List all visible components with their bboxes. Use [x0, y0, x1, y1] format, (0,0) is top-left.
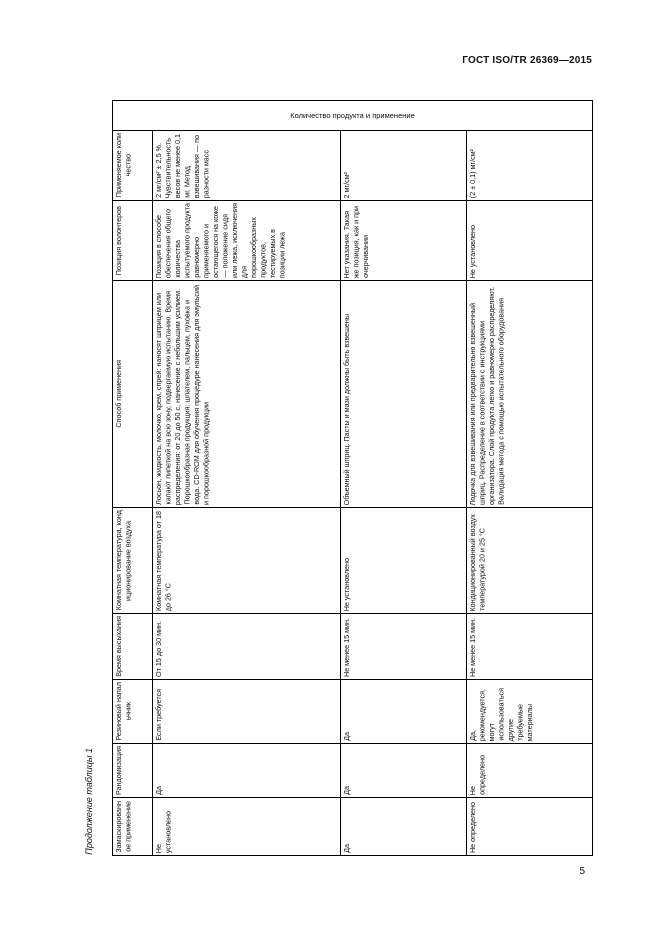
table-section-header: Количество продукта и применение — [113, 101, 593, 131]
page-number: 5 — [579, 866, 585, 877]
row-label-room-temperature: Комнатная температура, кондиционирование воздуха — [113, 508, 153, 614]
document-header: ГОСТ ISO/TR 26369—2015 — [462, 55, 592, 66]
cell-drying-fda: Не менее 15 мин. — [341, 614, 467, 680]
row-label-volunteer-position: Позиция волонтеров — [113, 201, 153, 281]
cell-application-international: Лосьон, жидкость, молочко, крем, спрей: наносят шприцем или капают пипеткой на всю зону, подвергаемую испытанию. Время распределения: от 20 до 50 с, нанесение с небольшим усилием. Порошкообразная продукция: шпателем, пальцем, пуховка и вода. CD-ROM для обучения процедуре нанесения для эмульсий и порошкообразной продукции — [153, 281, 341, 508]
rotated-table — [112, 100, 593, 856]
cell-randomization-fda: Да — [341, 744, 467, 798]
cell-fingerstall-australian: Да, рекомендуется, могут использоваться другие требуемые материалы — [467, 680, 593, 744]
row-label-application-method: Способ применения — [113, 281, 153, 508]
cell-position-international: Позиция в способе обеспечения общего количества испытуемого продукта равномерно применяемого и остающегося на коже — положение сидя или лежа, исключения для порошкообразных продуктов, тестируемых в позиции лежа — [153, 201, 341, 281]
row-label-rubber-fingerstall: Резиновый напальчник — [113, 680, 153, 744]
cell-temperature-australian: Кондиционированный воздух температурой 20 и 25 °С — [467, 508, 593, 614]
cell-position-fda: Нет указания. Такая же позиция, как и при очерчивании — [341, 201, 467, 281]
cell-randomization-international: Да — [153, 744, 341, 798]
cell-fingerstall-international: Если требуется — [153, 680, 341, 744]
cell-fingerstall-fda: Да — [341, 680, 467, 744]
cell-quantity-australian: (2 ± 0,1) мг/см² — [467, 131, 593, 201]
cell-temperature-international: Комнатная температура от 18 до 26 °С — [153, 508, 341, 614]
cell-drying-international: От 15 до 30 мин. — [153, 614, 341, 680]
cell-masked-fda: Да — [341, 798, 467, 856]
cell-masked-international: Не установлено — [153, 798, 341, 856]
cell-drying-australian: Не менее 15 мин. — [467, 614, 593, 680]
cell-application-fda: Объемный шприц. Пасты и мази должны быть взвешены — [341, 281, 467, 508]
row-label-masked-application: Замаскированное применение — [113, 798, 153, 856]
row-label-drying-time: Время высыхания — [113, 614, 153, 680]
cell-temperature-fda: Не установлено — [341, 508, 467, 614]
table-continuation-caption: Продолжение таблицы 1 — [84, 748, 94, 855]
row-label-quantity: Применяемое количество — [113, 131, 153, 201]
cell-application-australian: Лодочка для взвешивания или предварительно взвешенный шприц. Распределение в соответствии с инструкциями организатора. Слой продукта легко и равномерно распределяют. Валидация метода с помощью испытательного оборудования — [467, 281, 593, 508]
cell-randomization-australian: Не определено — [467, 744, 593, 798]
row-label-randomization: Рандомизация — [113, 744, 153, 798]
cell-quantity-international: 2 мг/см² ± 2,5 %. Чувствительность весов не менее 0,1 мг. Метод взвешивания — по разности масс — [153, 131, 341, 201]
cell-quantity-fda: 2 мг/см² — [341, 131, 467, 201]
cell-masked-australian: Не определено — [467, 798, 593, 856]
cell-position-australian: Не установлено — [467, 201, 593, 281]
